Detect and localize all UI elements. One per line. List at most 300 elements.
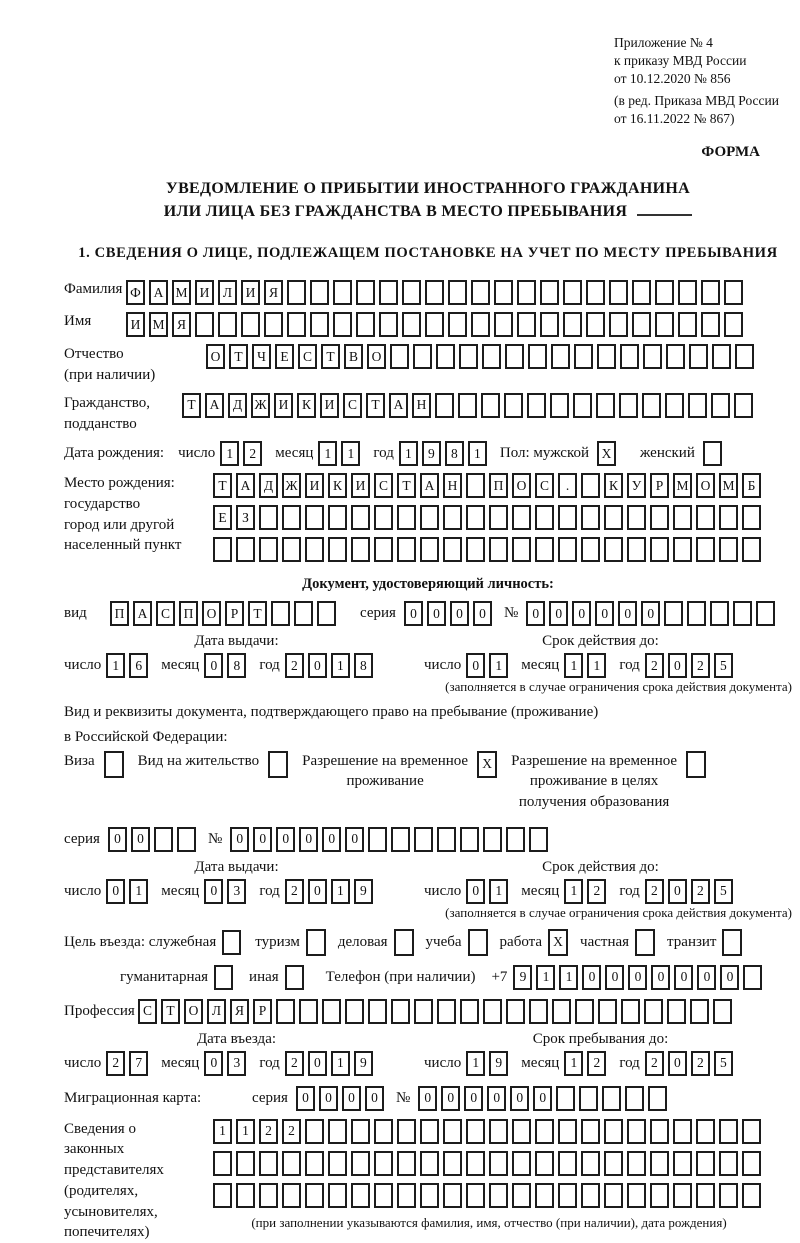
residence-number-cell[interactable]: [437, 827, 456, 852]
char-cell[interactable]: 2: [106, 1051, 125, 1076]
birth-place-cell[interactable]: [420, 505, 439, 530]
char-cell[interactable]: 0: [668, 879, 687, 904]
surname-cell[interactable]: [402, 280, 421, 305]
birth-place-cell[interactable]: Ж: [282, 473, 301, 498]
name-cell[interactable]: [241, 312, 260, 337]
representative-cell[interactable]: [512, 1151, 531, 1176]
representative-cell[interactable]: [466, 1183, 485, 1208]
char-cell[interactable]: 8: [227, 653, 246, 678]
doc-number-cell[interactable]: 0: [572, 601, 591, 626]
doc-number-cell[interactable]: [664, 601, 683, 626]
migration-series-cell[interactable]: 0: [365, 1086, 384, 1111]
phone-digit-cell[interactable]: 0: [720, 965, 739, 990]
representative-cell[interactable]: [351, 1151, 370, 1176]
residence-permit-checkbox[interactable]: [268, 751, 288, 778]
residence-number-cell[interactable]: 0: [345, 827, 364, 852]
char-cell[interactable]: 6: [129, 653, 148, 678]
representative-cell[interactable]: [604, 1151, 623, 1176]
profession-cell[interactable]: [575, 999, 594, 1024]
patronymic-cell[interactable]: [712, 344, 731, 369]
representative-cell[interactable]: [581, 1151, 600, 1176]
residence-number-cell[interactable]: [414, 827, 433, 852]
char-cell[interactable]: 9: [489, 1051, 508, 1076]
representative-cell[interactable]: [305, 1119, 324, 1144]
representative-cell[interactable]: [535, 1183, 554, 1208]
citizenship-cell[interactable]: А: [389, 393, 408, 418]
citizenship-cell[interactable]: [596, 393, 615, 418]
char-cell[interactable]: 0: [668, 653, 687, 678]
visa-checkbox[interactable]: [104, 751, 124, 778]
representative-cell[interactable]: [581, 1183, 600, 1208]
char-cell[interactable]: 2: [587, 879, 606, 904]
representative-cell[interactable]: [282, 1183, 301, 1208]
migration-number-cell[interactable]: 0: [510, 1086, 529, 1111]
profession-cell[interactable]: [644, 999, 663, 1024]
surname-cell[interactable]: [494, 280, 513, 305]
representative-cell[interactable]: 2: [282, 1119, 301, 1144]
birth-place-cell[interactable]: [604, 537, 623, 562]
doc-number-cell[interactable]: [710, 601, 729, 626]
phone-digit-cell[interactable]: 1: [559, 965, 578, 990]
birth-place-cell[interactable]: [466, 505, 485, 530]
birth-place-cell[interactable]: [673, 505, 692, 530]
temp-residence-education-checkbox[interactable]: [686, 751, 706, 778]
birth-place-cell[interactable]: [305, 537, 324, 562]
doc-type-cell[interactable]: П: [110, 601, 129, 626]
representative-cell[interactable]: [374, 1119, 393, 1144]
char-cell[interactable]: 0: [466, 653, 485, 678]
patronymic-cell[interactable]: О: [206, 344, 225, 369]
birth-place-cell[interactable]: [535, 537, 554, 562]
char-cell[interactable]: 2: [243, 441, 262, 466]
profession-cell[interactable]: [667, 999, 686, 1024]
doc-number-cell[interactable]: [687, 601, 706, 626]
surname-cell[interactable]: Л: [218, 280, 237, 305]
representative-cell[interactable]: [443, 1183, 462, 1208]
temp-residence-checkbox[interactable]: X: [477, 751, 497, 778]
birth-place-cell[interactable]: [512, 537, 531, 562]
residence-series-cell[interactable]: [177, 827, 196, 852]
representative-cell[interactable]: [305, 1183, 324, 1208]
char-cell[interactable]: 1: [341, 441, 360, 466]
patronymic-cell[interactable]: [459, 344, 478, 369]
profession-cell[interactable]: [460, 999, 479, 1024]
purpose-business-checkbox[interactable]: [394, 929, 414, 956]
residence-number-cell[interactable]: [391, 827, 410, 852]
char-cell[interactable]: 0: [466, 879, 485, 904]
profession-cell[interactable]: [437, 999, 456, 1024]
profession-cell[interactable]: [276, 999, 295, 1024]
surname-cell[interactable]: [448, 280, 467, 305]
phone-digit-cell[interactable]: 0: [605, 965, 624, 990]
surname-cell[interactable]: [655, 280, 674, 305]
representative-cell[interactable]: [397, 1119, 416, 1144]
char-cell[interactable]: 0: [204, 653, 223, 678]
char-cell[interactable]: 1: [564, 879, 583, 904]
profession-cell[interactable]: Л: [207, 999, 226, 1024]
representative-cell[interactable]: [328, 1119, 347, 1144]
representative-cell[interactable]: [213, 1151, 232, 1176]
surname-cell[interactable]: [540, 280, 559, 305]
birth-place-cell[interactable]: [374, 505, 393, 530]
representative-cell[interactable]: [420, 1151, 439, 1176]
representative-cell[interactable]: [282, 1151, 301, 1176]
representative-cell[interactable]: [581, 1119, 600, 1144]
patronymic-cell[interactable]: [689, 344, 708, 369]
surname-cell[interactable]: [563, 280, 582, 305]
birth-place-cell[interactable]: Т: [213, 473, 232, 498]
representative-cell[interactable]: [328, 1183, 347, 1208]
citizenship-cell[interactable]: Ж: [251, 393, 270, 418]
birth-place-cell[interactable]: [351, 537, 370, 562]
birth-place-cell[interactable]: [719, 537, 738, 562]
surname-cell[interactable]: Я: [264, 280, 283, 305]
representative-cell[interactable]: [420, 1119, 439, 1144]
name-cell[interactable]: [494, 312, 513, 337]
doc-number-cell[interactable]: 0: [618, 601, 637, 626]
name-cell[interactable]: М: [149, 312, 168, 337]
char-cell[interactable]: 2: [645, 879, 664, 904]
name-cell[interactable]: [356, 312, 375, 337]
representative-cell[interactable]: [696, 1119, 715, 1144]
representative-cell[interactable]: [627, 1151, 646, 1176]
name-cell[interactable]: [724, 312, 743, 337]
representative-cell[interactable]: [512, 1183, 531, 1208]
migration-number-cell[interactable]: [556, 1086, 575, 1111]
representative-cell[interactable]: [351, 1183, 370, 1208]
representative-cell[interactable]: [696, 1151, 715, 1176]
birth-place-cell[interactable]: [489, 537, 508, 562]
residence-number-cell[interactable]: [460, 827, 479, 852]
birth-place-cell[interactable]: [558, 537, 577, 562]
name-cell[interactable]: [678, 312, 697, 337]
migration-series-cell[interactable]: 0: [296, 1086, 315, 1111]
char-cell[interactable]: 1: [129, 879, 148, 904]
representative-cell[interactable]: [466, 1119, 485, 1144]
option-temp-residence[interactable]: [302, 751, 497, 792]
char-cell[interactable]: 1: [220, 441, 239, 466]
purpose-private-checkbox[interactable]: [635, 929, 655, 956]
patronymic-cell[interactable]: С: [298, 344, 317, 369]
surname-cell[interactable]: А: [149, 280, 168, 305]
surname-cell[interactable]: [425, 280, 444, 305]
patronymic-cell[interactable]: [643, 344, 662, 369]
doc-type-cell[interactable]: [271, 601, 290, 626]
representative-cell[interactable]: [673, 1183, 692, 1208]
residence-number-cell[interactable]: 0: [322, 827, 341, 852]
profession-cell[interactable]: [391, 999, 410, 1024]
profession-cell[interactable]: [483, 999, 502, 1024]
surname-cell[interactable]: [471, 280, 490, 305]
profession-cell[interactable]: Р: [253, 999, 272, 1024]
char-cell[interactable]: 2: [645, 653, 664, 678]
doc-series-cell[interactable]: 0: [450, 601, 469, 626]
representative-cell[interactable]: [627, 1119, 646, 1144]
name-cell[interactable]: И: [126, 312, 145, 337]
residence-number-cell[interactable]: 0: [299, 827, 318, 852]
birth-place-cell[interactable]: Е: [213, 505, 232, 530]
representative-cell[interactable]: [558, 1183, 577, 1208]
migration-number-cell[interactable]: 0: [533, 1086, 552, 1111]
profession-cell[interactable]: Т: [161, 999, 180, 1024]
birth-place-cell[interactable]: [397, 537, 416, 562]
representative-cell[interactable]: [650, 1183, 669, 1208]
representative-cell[interactable]: [650, 1151, 669, 1176]
representative-cell[interactable]: 1: [213, 1119, 232, 1144]
sex-male-checkbox-cell[interactable]: X: [597, 441, 616, 466]
phone-digit-cell[interactable]: 0: [697, 965, 716, 990]
profession-cell[interactable]: [414, 999, 433, 1024]
citizenship-cell[interactable]: Н: [412, 393, 431, 418]
phone-digit-cell[interactable]: [743, 965, 762, 990]
migration-number-cell[interactable]: 0: [441, 1086, 460, 1111]
birth-place-cell[interactable]: Б: [742, 473, 761, 498]
residence-number-cell[interactable]: 0: [230, 827, 249, 852]
representative-cell[interactable]: [305, 1151, 324, 1176]
birth-place-cell[interactable]: [374, 537, 393, 562]
birth-place-cell[interactable]: М: [673, 473, 692, 498]
birth-place-cell[interactable]: [581, 505, 600, 530]
birth-place-cell[interactable]: [558, 505, 577, 530]
char-cell[interactable]: 1: [318, 441, 337, 466]
birth-place-cell[interactable]: [696, 505, 715, 530]
representative-cell[interactable]: [742, 1119, 761, 1144]
representative-cell[interactable]: [719, 1119, 738, 1144]
char-cell[interactable]: 2: [645, 1051, 664, 1076]
char-cell[interactable]: 5: [714, 1051, 733, 1076]
purpose-tourism-checkbox[interactable]: [306, 929, 326, 956]
residence-number-cell[interactable]: [529, 827, 548, 852]
surname-cell[interactable]: [678, 280, 697, 305]
doc-type-cell[interactable]: Т: [248, 601, 267, 626]
phone-digit-cell[interactable]: 0: [582, 965, 601, 990]
migration-number-cell[interactable]: [579, 1086, 598, 1111]
doc-number-cell[interactable]: 0: [641, 601, 660, 626]
surname-cell[interactable]: И: [195, 280, 214, 305]
citizenship-cell[interactable]: [688, 393, 707, 418]
citizenship-cell[interactable]: Д: [228, 393, 247, 418]
option-visa[interactable]: [64, 751, 124, 778]
representative-cell[interactable]: [374, 1183, 393, 1208]
patronymic-cell[interactable]: В: [344, 344, 363, 369]
birth-place-cell[interactable]: [673, 537, 692, 562]
citizenship-cell[interactable]: К: [297, 393, 316, 418]
representative-cell[interactable]: [397, 1183, 416, 1208]
birth-place-cell[interactable]: [236, 537, 255, 562]
citizenship-cell[interactable]: [435, 393, 454, 418]
birth-place-cell[interactable]: Р: [650, 473, 669, 498]
citizenship-cell[interactable]: [711, 393, 730, 418]
representative-cell[interactable]: [627, 1183, 646, 1208]
char-cell[interactable]: 1: [564, 1051, 583, 1076]
migration-number-cell[interactable]: [648, 1086, 667, 1111]
purpose-humanitarian-checkbox-cell[interactable]: [214, 965, 233, 990]
char-cell[interactable]: 5: [714, 653, 733, 678]
char-cell[interactable]: 3: [227, 1051, 246, 1076]
profession-cell[interactable]: [506, 999, 525, 1024]
char-cell[interactable]: 1: [564, 653, 583, 678]
profession-cell[interactable]: [299, 999, 318, 1024]
doc-type-cell[interactable]: Р: [225, 601, 244, 626]
char-cell[interactable]: 0: [106, 879, 125, 904]
surname-cell[interactable]: [632, 280, 651, 305]
birth-place-cell[interactable]: [489, 505, 508, 530]
purpose-other-checkbox-cell[interactable]: [285, 965, 304, 990]
name-cell[interactable]: [517, 312, 536, 337]
birth-place-cell[interactable]: [466, 473, 485, 498]
char-cell[interactable]: 1: [331, 879, 350, 904]
doc-number-cell[interactable]: [756, 601, 775, 626]
representative-cell[interactable]: [489, 1119, 508, 1144]
doc-number-cell[interactable]: 0: [549, 601, 568, 626]
citizenship-cell[interactable]: А: [205, 393, 224, 418]
residence-series-cell[interactable]: 0: [108, 827, 127, 852]
doc-number-cell[interactable]: 0: [526, 601, 545, 626]
citizenship-cell[interactable]: И: [274, 393, 293, 418]
profession-cell[interactable]: [529, 999, 548, 1024]
name-cell[interactable]: [195, 312, 214, 337]
profession-cell[interactable]: [552, 999, 571, 1024]
birth-place-cell[interactable]: [512, 505, 531, 530]
sex-female-checkbox-cell[interactable]: [703, 441, 722, 466]
char-cell[interactable]: 0: [204, 1051, 223, 1076]
char-cell[interactable]: 8: [354, 653, 373, 678]
birth-place-cell[interactable]: [351, 505, 370, 530]
citizenship-cell[interactable]: [619, 393, 638, 418]
migration-number-cell[interactable]: 0: [418, 1086, 437, 1111]
purpose-transit-checkbox[interactable]: [722, 929, 742, 956]
representative-cell[interactable]: [397, 1151, 416, 1176]
citizenship-cell[interactable]: Т: [182, 393, 201, 418]
residence-number-cell[interactable]: [483, 827, 502, 852]
representative-cell[interactable]: [259, 1183, 278, 1208]
surname-cell[interactable]: [356, 280, 375, 305]
residence-number-cell[interactable]: [506, 827, 525, 852]
char-cell[interactable]: 1: [331, 653, 350, 678]
profession-cell[interactable]: [598, 999, 617, 1024]
representative-cell[interactable]: 1: [236, 1119, 255, 1144]
char-cell[interactable]: 0: [204, 879, 223, 904]
representative-cell[interactable]: [443, 1151, 462, 1176]
name-cell[interactable]: [379, 312, 398, 337]
surname-cell[interactable]: [333, 280, 352, 305]
representative-cell[interactable]: [558, 1119, 577, 1144]
representative-cell[interactable]: [673, 1119, 692, 1144]
patronymic-cell[interactable]: [574, 344, 593, 369]
char-cell[interactable]: 5: [714, 879, 733, 904]
birth-place-cell[interactable]: К: [328, 473, 347, 498]
representative-cell[interactable]: [443, 1119, 462, 1144]
char-cell[interactable]: 2: [285, 879, 304, 904]
representative-cell[interactable]: [236, 1151, 255, 1176]
birth-place-cell[interactable]: А: [420, 473, 439, 498]
profession-cell[interactable]: [345, 999, 364, 1024]
representative-cell[interactable]: [673, 1151, 692, 1176]
representative-cell[interactable]: [719, 1183, 738, 1208]
char-cell[interactable]: 8: [445, 441, 464, 466]
doc-series-cell[interactable]: 0: [473, 601, 492, 626]
representative-cell[interactable]: [696, 1183, 715, 1208]
profession-cell[interactable]: [621, 999, 640, 1024]
surname-cell[interactable]: [310, 280, 329, 305]
phone-digit-cell[interactable]: 0: [651, 965, 670, 990]
profession-cell[interactable]: [713, 999, 732, 1024]
profession-cell[interactable]: [690, 999, 709, 1024]
doc-type-cell[interactable]: П: [179, 601, 198, 626]
char-cell[interactable]: 9: [354, 1051, 373, 1076]
birth-place-cell[interactable]: .: [558, 473, 577, 498]
option-temp-residence-education[interactable]: [511, 751, 706, 813]
name-cell[interactable]: [701, 312, 720, 337]
birth-place-cell[interactable]: Т: [397, 473, 416, 498]
birth-place-cell[interactable]: [259, 537, 278, 562]
doc-series-cell[interactable]: 0: [404, 601, 423, 626]
birth-place-cell[interactable]: О: [512, 473, 531, 498]
representative-cell[interactable]: [374, 1151, 393, 1176]
birth-place-cell[interactable]: [420, 537, 439, 562]
name-cell[interactable]: [609, 312, 628, 337]
birth-place-cell[interactable]: [328, 537, 347, 562]
doc-type-cell[interactable]: [317, 601, 336, 626]
birth-place-cell[interactable]: М: [719, 473, 738, 498]
profession-cell[interactable]: [368, 999, 387, 1024]
citizenship-cell[interactable]: [573, 393, 592, 418]
doc-type-cell[interactable]: А: [133, 601, 152, 626]
migration-number-cell[interactable]: [625, 1086, 644, 1111]
representative-cell[interactable]: [719, 1151, 738, 1176]
residence-series-cell[interactable]: [154, 827, 173, 852]
migration-number-cell[interactable]: 0: [487, 1086, 506, 1111]
profession-cell[interactable]: О: [184, 999, 203, 1024]
surname-cell[interactable]: [586, 280, 605, 305]
birth-place-cell[interactable]: П: [489, 473, 508, 498]
patronymic-cell[interactable]: [551, 344, 570, 369]
char-cell[interactable]: 2: [691, 653, 710, 678]
representative-cell[interactable]: [236, 1183, 255, 1208]
surname-cell[interactable]: [701, 280, 720, 305]
char-cell[interactable]: 1: [331, 1051, 350, 1076]
patronymic-cell[interactable]: [597, 344, 616, 369]
surname-cell[interactable]: Ф: [126, 280, 145, 305]
patronymic-cell[interactable]: [735, 344, 754, 369]
char-cell[interactable]: 1: [466, 1051, 485, 1076]
char-cell[interactable]: 0: [308, 1051, 327, 1076]
representative-cell[interactable]: [328, 1151, 347, 1176]
representative-cell[interactable]: [742, 1151, 761, 1176]
name-cell[interactable]: Я: [172, 312, 191, 337]
representative-cell[interactable]: [535, 1119, 554, 1144]
birth-place-cell[interactable]: [627, 505, 646, 530]
char-cell[interactable]: 2: [285, 653, 304, 678]
representative-cell[interactable]: [650, 1119, 669, 1144]
patronymic-cell[interactable]: [482, 344, 501, 369]
citizenship-cell[interactable]: [665, 393, 684, 418]
name-cell[interactable]: [402, 312, 421, 337]
birth-place-cell[interactable]: [535, 505, 554, 530]
patronymic-cell[interactable]: Ч: [252, 344, 271, 369]
birth-place-cell[interactable]: [397, 505, 416, 530]
patronymic-cell[interactable]: [528, 344, 547, 369]
doc-number-cell[interactable]: 0: [595, 601, 614, 626]
birth-place-cell[interactable]: [282, 537, 301, 562]
phone-digit-cell[interactable]: 9: [513, 965, 532, 990]
patronymic-cell[interactable]: [505, 344, 524, 369]
char-cell[interactable]: 1: [106, 653, 125, 678]
surname-cell[interactable]: [379, 280, 398, 305]
surname-cell[interactable]: [609, 280, 628, 305]
char-cell[interactable]: 2: [691, 879, 710, 904]
patronymic-cell[interactable]: Т: [321, 344, 340, 369]
